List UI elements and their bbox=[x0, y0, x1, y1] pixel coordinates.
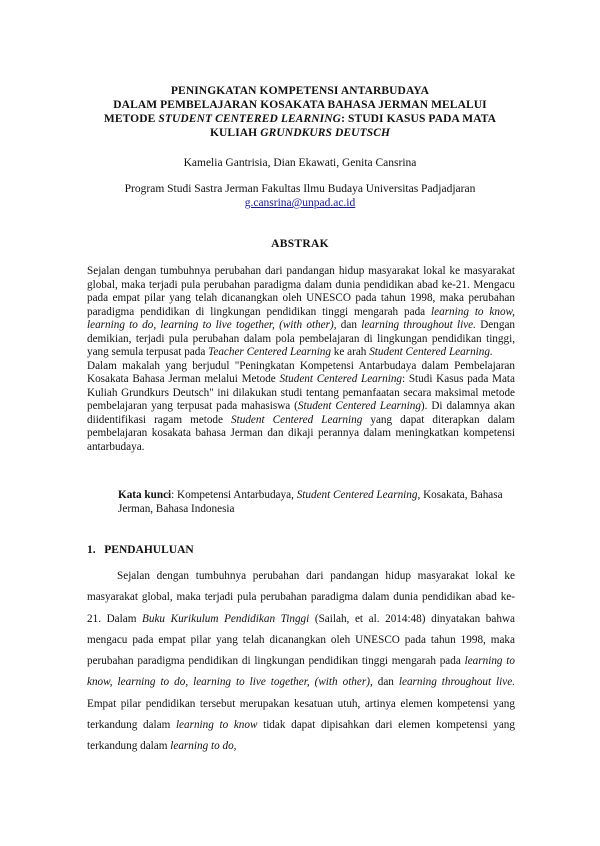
abstract-heading: ABSTRAK bbox=[271, 238, 329, 250]
title-line-1: PENINGKATAN KOMPETENSI ANTARBUDAYA bbox=[170, 85, 430, 97]
text-run: dan bbox=[336, 319, 362, 331]
title-line-4 bbox=[60, 126, 540, 140]
text-run: : Studi Kasus pada Mata Kuliah Grundkurs Deutsch" ini dilakukan studi tentang pemanfaatan secara maksimal metode pembelajaran yang terpusat pada mahasiswa ( bbox=[87, 373, 516, 412]
paper-title bbox=[60, 84, 540, 140]
text-run: : Kompetensi Antarbudaya, bbox=[171, 489, 297, 501]
italic-run: learning throughout live. bbox=[361, 319, 476, 331]
section-body bbox=[87, 566, 515, 758]
text-run: Sejalan dengan tumbuhnya perubahan dari pandangan hidup masyarakat lokal ke masyarakat global, maka terjadi pula perubahan paradigma dalam dunia pendidikan abad ke-21. Mengacu pada empat pilar yang telah dicanangkan oleh UNESCO pada tahun 1998, maka perubahan paradigma pendidikan di lingkungan pendidikan tinggi mengarah pada bbox=[87, 265, 515, 318]
text-run: ke arah bbox=[331, 346, 370, 358]
author-list: Kamelia Gantrisia, Dian Ekawati, Genita Cansrina bbox=[183, 157, 417, 169]
section-heading: 1. PENDAHULUAN bbox=[87, 544, 194, 556]
affiliation bbox=[40, 182, 560, 210]
text-run: tidak dapat dipisahkan dari elemen kompetensi yang terkandung dalam bbox=[87, 719, 515, 753]
title-text: : STUDI KASUS PADA MATA bbox=[341, 113, 497, 125]
title-line-3 bbox=[60, 112, 540, 126]
body-paragraph bbox=[87, 566, 515, 758]
title-italic: GRUNDKURS DEUTSCH bbox=[260, 127, 391, 139]
text-run: Dengan demikian, terjadi pula perubahan dalam pola pembelajaran di lingkungan pendidikan tinggi, yang semula terpusat pada bbox=[87, 319, 516, 358]
italic-run: learning to know, learning to do, learning to live together, (with other), bbox=[87, 305, 515, 331]
abstract-paragraph-1 bbox=[87, 265, 515, 360]
italic-run: Student Centered Learning bbox=[279, 373, 403, 385]
text-run: Dalam makalah yang berjudul "Peningkatan Kompetensi Antarbudaya dalam Pembelajaran Kosakata Bahasa Jerman melalui Metode bbox=[87, 359, 515, 385]
keywords bbox=[118, 488, 523, 516]
italic-run: Student Centered Learning bbox=[231, 413, 363, 426]
italic-run: Student Centered Learning. bbox=[369, 346, 493, 358]
italic-run: learning throughout live. bbox=[398, 676, 516, 689]
text-run: yang dapat diterapkan dalam pembelajaran kosakata bahasa Jerman dan dikaji perannya dalam meningkatkan kompetensi antarbudaya. bbox=[87, 413, 515, 453]
italic-run: Teacher Centered Learning bbox=[208, 346, 331, 358]
italic-run: learning to know bbox=[175, 719, 258, 732]
text-run: Empat pilar pendidikan tersebut merupakan kesatuan utuh, artinya elemen kompetensi yang terkandung dalam bbox=[87, 697, 515, 732]
italic-run: Student Centered Learning, bbox=[296, 489, 421, 501]
italic-run: Student Centered Learning bbox=[297, 400, 421, 412]
abstract-body bbox=[87, 265, 515, 454]
title-text: KULIAH bbox=[209, 127, 261, 139]
text-run: (Sailah, et al. 2014:48) dinyatakan bahwa mengacu pada empat pilar yang telah dicanangkan oleh UNESCO pada tahun 1998, maka perubahan paradigma pendidikan di lingkungan pendidikan tinggi mengarah pada bbox=[87, 612, 515, 668]
text-run: Sejalan dengan tumbuhnya perubahan dari pandangan hidup masyarakat lokal ke masyarakat global, maka terjadi pula perubahan paradigma dalam dunia pendidikan abad ke-21. Dalam bbox=[87, 570, 515, 625]
title-text: METODE bbox=[103, 113, 159, 125]
institution: Program Studi Sastra Jerman Fakultas Ilmu Budaya Universitas Padjadjaran bbox=[124, 183, 476, 195]
title-line-2: DALAM PEMBELAJARAN KOSAKATA BAHASA JERMAN MELALUI bbox=[113, 99, 487, 111]
italic-run: Buku Kurikulum Pendidikan Tinggi bbox=[142, 612, 310, 625]
text-run: Kosakata, Bahasa Jerman, Bahasa Indonesia bbox=[118, 489, 503, 515]
italic-run: learning to do, bbox=[170, 740, 237, 753]
email-link[interactable]: g.cansrina@unpad.ac.id bbox=[244, 197, 356, 209]
keywords-label: Kata kunci bbox=[118, 489, 172, 501]
text-run: dan bbox=[372, 676, 399, 689]
text-run: ). Di dalamnya akan diidentifikasi ragam metode bbox=[87, 400, 515, 426]
abstract-paragraph-2 bbox=[87, 360, 515, 455]
italic-run: learning to know, learning to do, learning to live together, (with other), bbox=[87, 655, 515, 689]
title-italic: STUDENT CENTERED LEARNING bbox=[158, 113, 342, 125]
